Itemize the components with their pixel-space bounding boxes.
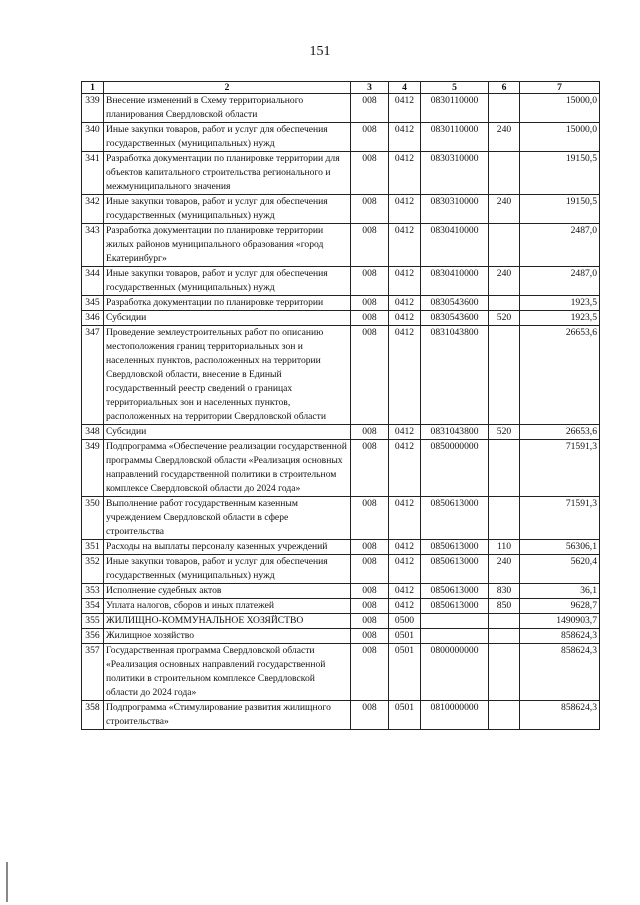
row-amount: 36,1 <box>520 584 600 599</box>
table-row <box>82 224 600 267</box>
row-target-code: 0850613000 <box>421 497 489 540</box>
row-expense-type <box>489 440 520 497</box>
row-amount: 19150,5 <box>520 195 600 224</box>
row-amount: 9628,7 <box>520 599 600 614</box>
table-row <box>82 599 600 614</box>
row-name: Подпрограмма «Стимулирование развития жилищного строительства» <box>104 701 351 730</box>
row-amount: 858624,3 <box>520 701 600 730</box>
row-expense-type <box>489 701 520 730</box>
row-section-code: 0500 <box>389 614 421 629</box>
row-name: Разработка документации по планировке территории для объектов капитального строительства регионального и межмуниципального значения <box>104 152 351 195</box>
row-name: Выполнение работ государственным казенным учреждением Свердловской области в сфере строительства <box>104 497 351 540</box>
row-section-code: 0412 <box>389 296 421 311</box>
row-admin-code: 008 <box>351 440 389 497</box>
row-target-code: 0830410000 <box>421 224 489 267</box>
header-col-5: 5 <box>421 82 489 94</box>
row-name: ЖИЛИЩНО-КОММУНАЛЬНОЕ ХОЗЯЙСТВО <box>104 614 351 629</box>
table-row <box>82 152 600 195</box>
row-number: 353 <box>82 584 104 599</box>
row-admin-code: 008 <box>351 555 389 584</box>
row-name: Внесение изменений в Схему территориального планирования Свердловской области <box>104 94 351 123</box>
row-admin-code: 008 <box>351 311 389 326</box>
row-expense-type: 240 <box>489 555 520 584</box>
row-section-code: 0412 <box>389 224 421 267</box>
header-col-3: 3 <box>351 82 389 94</box>
row-number: 355 <box>82 614 104 629</box>
row-number: 341 <box>82 152 104 195</box>
row-expense-type <box>489 224 520 267</box>
row-admin-code: 008 <box>351 123 389 152</box>
row-number: 357 <box>82 644 104 701</box>
row-target-code: 0830110000 <box>421 123 489 152</box>
row-section-code: 0501 <box>389 629 421 644</box>
row-name: Субсидии <box>104 311 351 326</box>
row-target-code: 0830110000 <box>421 94 489 123</box>
table-row <box>82 123 600 152</box>
row-section-code: 0412 <box>389 195 421 224</box>
row-name: Уплата налогов, сборов и иных платежей <box>104 599 351 614</box>
row-admin-code: 008 <box>351 152 389 195</box>
row-admin-code: 008 <box>351 94 389 123</box>
header-col-7: 7 <box>520 82 600 94</box>
row-expense-type: 240 <box>489 123 520 152</box>
row-expense-type <box>489 614 520 629</box>
row-target-code <box>421 629 489 644</box>
row-section-code: 0412 <box>389 540 421 555</box>
row-amount: 71591,3 <box>520 440 600 497</box>
table-row <box>82 267 600 296</box>
header-col-2: 2 <box>104 82 351 94</box>
row-number: 356 <box>82 629 104 644</box>
row-section-code: 0412 <box>389 584 421 599</box>
row-number: 340 <box>82 123 104 152</box>
row-target-code: 0831043800 <box>421 425 489 440</box>
table-row <box>82 540 600 555</box>
table-row <box>82 644 600 701</box>
table-row <box>82 425 600 440</box>
row-target-code <box>421 614 489 629</box>
row-name: Иные закупки товаров, работ и услуг для обеспечения государственных (муниципальных) нужд <box>104 555 351 584</box>
table-row <box>82 629 600 644</box>
row-section-code: 0501 <box>389 644 421 701</box>
row-name: Иные закупки товаров, работ и услуг для обеспечения государственных (муниципальных) нужд <box>104 123 351 152</box>
row-number: 346 <box>82 311 104 326</box>
row-name: Расходы на выплаты персоналу казенных учреждений <box>104 540 351 555</box>
row-admin-code: 008 <box>351 267 389 296</box>
row-section-code: 0412 <box>389 440 421 497</box>
row-number: 345 <box>82 296 104 311</box>
row-expense-type <box>489 497 520 540</box>
row-expense-type: 240 <box>489 195 520 224</box>
row-amount: 2487,0 <box>520 224 600 267</box>
row-expense-type: 830 <box>489 584 520 599</box>
row-expense-type: 520 <box>489 425 520 440</box>
row-target-code: 0850613000 <box>421 584 489 599</box>
row-admin-code: 008 <box>351 584 389 599</box>
row-name: Разработка документации по планировке территории жилых районов муниципального образования «город Екатеринбург» <box>104 224 351 267</box>
table-row <box>82 440 600 497</box>
row-target-code: 0810000000 <box>421 701 489 730</box>
row-section-code: 0412 <box>389 94 421 123</box>
row-section-code: 0412 <box>389 326 421 425</box>
row-amount: 19150,5 <box>520 152 600 195</box>
row-name: Государственная программа Свердловской области «Реализация основных направлений государственной политики в строительном комплексе Свердловской области до 2024 года» <box>104 644 351 701</box>
row-amount: 858624,3 <box>520 629 600 644</box>
row-section-code: 0412 <box>389 311 421 326</box>
row-name: Иные закупки товаров, работ и услуг для обеспечения государственных (муниципальных) нужд <box>104 195 351 224</box>
row-amount: 15000,0 <box>520 94 600 123</box>
row-number: 351 <box>82 540 104 555</box>
header-col-4: 4 <box>389 82 421 94</box>
row-section-code: 0412 <box>389 497 421 540</box>
row-name: Подпрограмма «Обеспечение реализации государственной программы Свердловской области «Реализация основных направлений государственной политики в строительном комплексе Свердловской области до 2024 года» <box>104 440 351 497</box>
row-admin-code: 008 <box>351 599 389 614</box>
table-row <box>82 497 600 540</box>
row-admin-code: 008 <box>351 326 389 425</box>
row-admin-code: 008 <box>351 497 389 540</box>
row-amount: 858624,3 <box>520 644 600 701</box>
row-number: 344 <box>82 267 104 296</box>
row-name: Исполнение судебных актов <box>104 584 351 599</box>
row-amount: 1490903,7 <box>520 614 600 629</box>
row-admin-code: 008 <box>351 644 389 701</box>
header-col-6: 6 <box>489 82 520 94</box>
row-expense-type: 110 <box>489 540 520 555</box>
row-target-code: 0830310000 <box>421 152 489 195</box>
row-amount: 56306,1 <box>520 540 600 555</box>
row-target-code: 0850000000 <box>421 440 489 497</box>
row-target-code: 0850613000 <box>421 599 489 614</box>
row-name: Субсидии <box>104 425 351 440</box>
row-section-code: 0412 <box>389 425 421 440</box>
table-row <box>82 614 600 629</box>
row-target-code: 0830543600 <box>421 296 489 311</box>
row-target-code: 0831043800 <box>421 326 489 425</box>
row-number: 349 <box>82 440 104 497</box>
row-expense-type <box>489 152 520 195</box>
row-amount: 15000,0 <box>520 123 600 152</box>
row-expense-type: 520 <box>489 311 520 326</box>
row-target-code: 0830410000 <box>421 267 489 296</box>
row-section-code: 0501 <box>389 701 421 730</box>
row-amount: 1923,5 <box>520 311 600 326</box>
row-admin-code: 008 <box>351 540 389 555</box>
row-number: 343 <box>82 224 104 267</box>
row-admin-code: 008 <box>351 224 389 267</box>
row-expense-type <box>489 94 520 123</box>
row-amount: 5620,4 <box>520 555 600 584</box>
row-number: 350 <box>82 497 104 540</box>
row-number: 354 <box>82 599 104 614</box>
row-expense-type <box>489 326 520 425</box>
binding-mark <box>6 862 8 902</box>
row-target-code: 0850613000 <box>421 540 489 555</box>
row-expense-type: 240 <box>489 267 520 296</box>
table-row <box>82 555 600 584</box>
row-number: 348 <box>82 425 104 440</box>
row-admin-code: 008 <box>351 614 389 629</box>
table-row <box>82 311 600 326</box>
row-number: 358 <box>82 701 104 730</box>
row-section-code: 0412 <box>389 267 421 296</box>
row-amount: 2487,0 <box>520 267 600 296</box>
row-name: Жилищное хозяйство <box>104 629 351 644</box>
row-target-code: 0830310000 <box>421 195 489 224</box>
row-admin-code: 008 <box>351 296 389 311</box>
row-section-code: 0412 <box>389 555 421 584</box>
row-section-code: 0412 <box>389 599 421 614</box>
row-number: 342 <box>82 195 104 224</box>
table-row <box>82 326 600 425</box>
budget-table <box>81 81 600 730</box>
table-row <box>82 195 600 224</box>
row-target-code: 0800000000 <box>421 644 489 701</box>
row-amount: 1923,5 <box>520 296 600 311</box>
row-target-code: 0830543600 <box>421 311 489 326</box>
row-amount: 26653,6 <box>520 425 600 440</box>
row-amount: 71591,3 <box>520 497 600 540</box>
row-section-code: 0412 <box>389 123 421 152</box>
row-name: Иные закупки товаров, работ и услуг для обеспечения государственных (муниципальных) нужд <box>104 267 351 296</box>
table-row <box>82 584 600 599</box>
row-amount: 26653,6 <box>520 326 600 425</box>
row-name: Проведение землеустроительных работ по описанию местоположения границ территориальных зон и населенных пунктов, расположенных на территории Свердловской области, внесение в Единый государственный реестр сведений о границах территориальных зон и населенных пунктов, расположенных на территории Свердловской области <box>104 326 351 425</box>
row-name: Разработка документации по планировке территории <box>104 296 351 311</box>
row-admin-code: 008 <box>351 195 389 224</box>
row-target-code: 0850613000 <box>421 555 489 584</box>
row-expense-type: 850 <box>489 599 520 614</box>
row-section-code: 0412 <box>389 152 421 195</box>
row-admin-code: 008 <box>351 629 389 644</box>
row-admin-code: 008 <box>351 701 389 730</box>
row-expense-type <box>489 296 520 311</box>
row-number: 352 <box>82 555 104 584</box>
table-row <box>82 701 600 730</box>
page-number: 151 <box>309 44 331 59</box>
table-row <box>82 94 600 123</box>
table-row <box>82 296 600 311</box>
row-expense-type <box>489 629 520 644</box>
row-admin-code: 008 <box>351 425 389 440</box>
table-header-row <box>82 82 600 94</box>
row-number: 339 <box>82 94 104 123</box>
row-number: 347 <box>82 326 104 425</box>
header-col-1: 1 <box>82 82 104 94</box>
row-expense-type <box>489 644 520 701</box>
